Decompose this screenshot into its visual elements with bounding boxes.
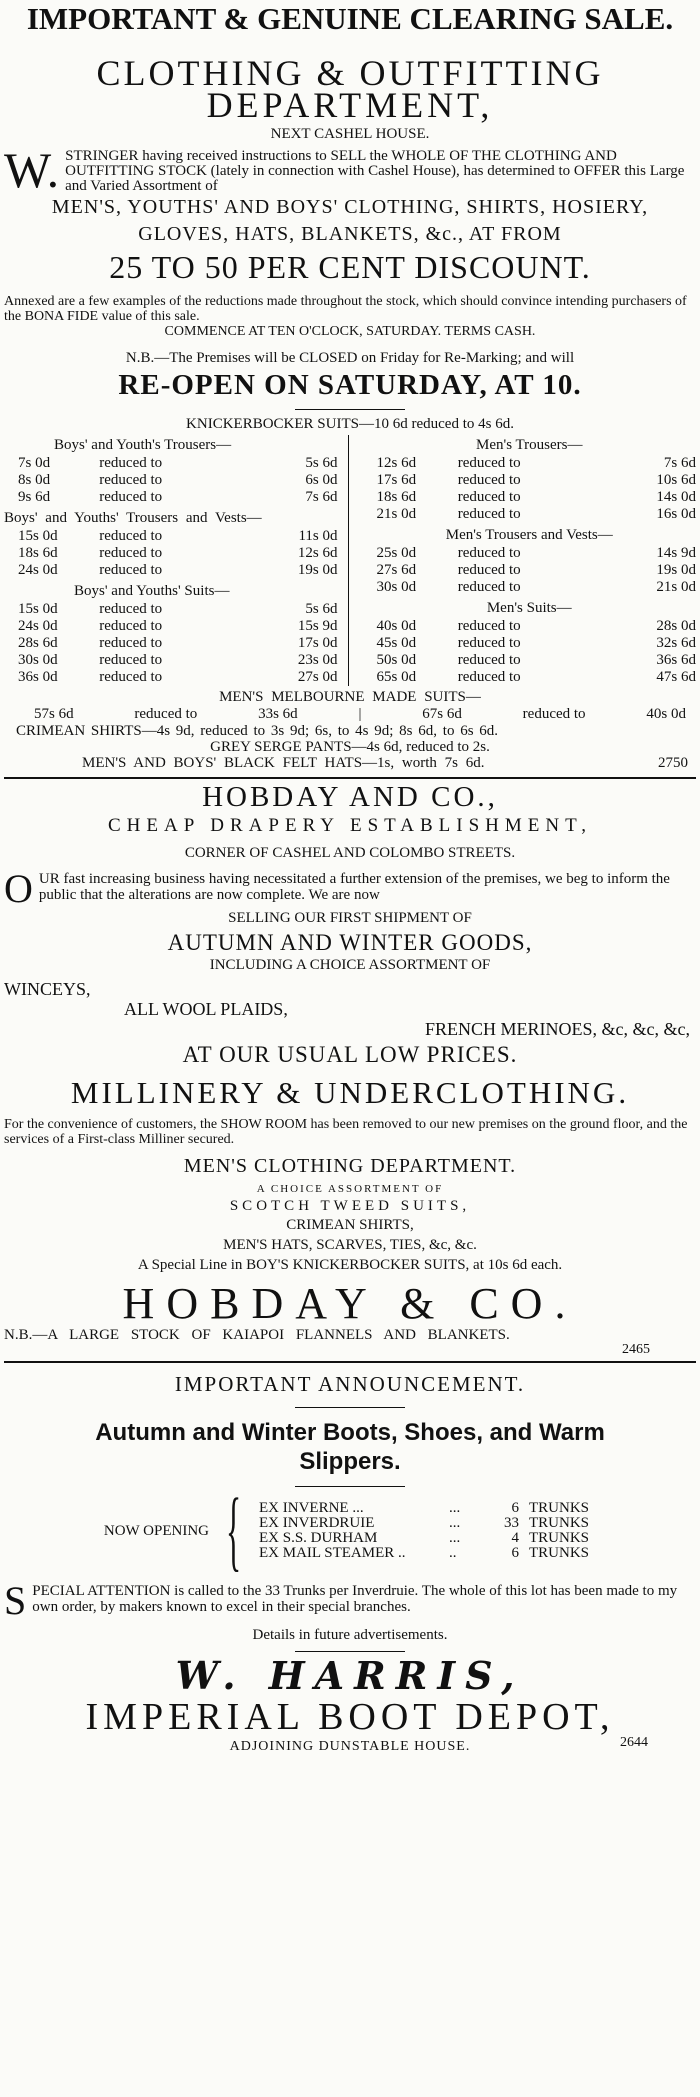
price-from: 7s 0d — [18, 455, 51, 471]
price-to: 5s 6d — [305, 455, 338, 471]
price-to: 19s 0d — [656, 562, 696, 578]
boys-vests-title: Boys' and Youths' Trousers and Vests— — [4, 510, 262, 526]
rule — [295, 409, 405, 410]
discount: 25 TO 50 PER CENT DISCOUNT. — [109, 249, 591, 285]
harris-name: W. HARRIS, — [175, 1653, 525, 1698]
winceys: WINCEYS, — [4, 979, 91, 999]
price-from: 12s 6d — [376, 455, 417, 471]
price-to: 15s 9d — [297, 618, 338, 634]
dots: ... — [449, 1515, 461, 1531]
price-to: 28s 0d — [656, 618, 696, 634]
price-from: 36s 0d — [18, 669, 58, 685]
adjoining-line: ADJOINING DUNSTABLE HOUSE. — [229, 1739, 471, 1754]
reduced-label: reduced to — [99, 669, 163, 685]
count: 4 — [511, 1530, 519, 1546]
price-from: 15s 0d — [18, 528, 58, 544]
price-from: 50s 0d — [376, 652, 417, 668]
price-from: 15s 0d — [18, 601, 58, 617]
commence: COMMENCE AT TEN O'CLOCK, SATURDAY. TERMS CASH. — [164, 324, 536, 339]
ship-list — [259, 1501, 589, 1561]
adjoining-row — [4, 1735, 696, 1756]
price-to: 6s 0d — [305, 472, 338, 488]
price-table — [4, 435, 696, 686]
reduced-label: reduced to — [457, 545, 521, 561]
price-to: 21s 0d — [656, 579, 696, 595]
rule — [295, 1407, 405, 1408]
reopen: RE-OPEN ON SATURDAY, AT 10. — [118, 369, 582, 401]
price-from: 21s 0d — [376, 506, 417, 522]
price-to: 16s 0d — [656, 506, 696, 522]
dots: .. — [449, 1545, 457, 1561]
price-to: 17s 0d — [297, 635, 338, 651]
reduced-label: reduced to — [99, 545, 163, 561]
price-to: 19s 0d — [297, 562, 338, 578]
reduced-label: reduced to — [457, 455, 521, 471]
annex-text: Annexed are a few examples of the reductions made throughout the stock, which should convince intending purchasers of the BONA FIDE value of this sale. — [4, 294, 687, 324]
unit: TRUNKS — [529, 1545, 590, 1561]
grey-serge-line: GREY SERGE PANTS—4s 6d, reduced to 2s. — [210, 739, 490, 755]
reduced-label: reduced to — [457, 618, 521, 634]
reduced-label: reduced to — [457, 562, 521, 578]
unit: TRUNKS — [529, 1500, 590, 1516]
price-to: 7s 6d — [663, 455, 696, 471]
mens-suits-list — [363, 618, 697, 686]
melbourne-row — [4, 706, 696, 723]
intro-text: STRINGER having received instructions to SELL the WHOLE OF THE CLOTHING AND OUTFITTING STOCK (lately in connection with Cashel House), has determined to OFFER this Large and Varied Assortment of — [65, 148, 685, 194]
special-text: PECIAL ATTENTION is called to the 33 Trunks per Inverdruie. The whole of this lot has been made to my own order, by makers known to excel in their special branches. — [32, 1583, 678, 1615]
reduced-label: reduced to — [99, 455, 163, 471]
mens-vests-list — [363, 545, 697, 596]
price-to: 11s 0d — [298, 528, 338, 544]
ship-name: EX MAIL STEAMER .. — [259, 1545, 406, 1561]
millinery: MILLINERY & UNDERCLOTHING. — [70, 1075, 630, 1110]
dropcap: S — [4, 1578, 27, 1623]
melbourne-title: MEN'S MELBOURNE MADE SUITS— — [219, 689, 481, 705]
reduced-label: reduced to — [99, 652, 163, 668]
dropcap: W. — [4, 142, 60, 198]
reduced-label: reduced to — [457, 472, 521, 488]
ship-row — [259, 1501, 589, 1516]
reduced-label: reduced to — [522, 706, 586, 722]
mens-trousers-title: Men's Trousers— — [476, 437, 583, 453]
price-from: 67s 6d — [422, 706, 462, 722]
price-from: 18s 6d — [376, 489, 417, 505]
reduced-label: reduced to — [457, 669, 521, 685]
price-to: 32s 6d — [656, 635, 696, 651]
reduced-label: reduced to — [99, 489, 163, 505]
reduced-label: reduced to — [99, 472, 163, 488]
dots: ... — [449, 1500, 461, 1516]
convenience-text: For the convenience of customers, the SHOW ROOM has been removed to our new premises on the ground floor, and the services of a First-class Milliner secured. — [4, 1117, 688, 1147]
details-line: Details in future advertisements. — [252, 1627, 448, 1643]
announcement-title: IMPORTANT ANNOUNCEMENT. — [174, 1372, 526, 1396]
crimean-line: CRIMEAN SHIRTS, — [286, 1217, 414, 1233]
mens-clothing: MEN'S CLOTHING DEPARTMENT. — [183, 1155, 517, 1177]
price-from: 24s 0d — [18, 562, 58, 578]
hobday-big: HOBDAY & CO. — [122, 1279, 578, 1328]
mens-vests-title: Men's Trousers and Vests— — [445, 527, 613, 543]
dots: ... — [449, 1530, 461, 1546]
boys-suits-title: Boys' and Youths' Suits— — [74, 583, 230, 599]
count: 33 — [504, 1515, 519, 1531]
reduced-label: reduced to — [457, 652, 521, 668]
price-from: 40s 0d — [376, 618, 417, 634]
reduced-label: reduced to — [99, 601, 163, 617]
boys-trousers-title: Boys' and Youth's Trousers— — [54, 437, 232, 453]
price-from: 27s 6d — [376, 562, 417, 578]
price-from: 65s 0d — [376, 669, 417, 685]
separator: | — [358, 706, 362, 722]
mens-suits-title: Men's Suits— — [486, 600, 572, 616]
price-to: 14s 9d — [656, 545, 696, 561]
reduced-label: reduced to — [457, 579, 521, 595]
goods-line: AUTUMN AND WINTER GOODS, — [167, 930, 533, 955]
clearing-sale-ad — [4, 2, 696, 771]
nb-row — [4, 1327, 696, 1343]
price-to: 5s 6d — [305, 601, 338, 617]
including-line: INCLUDING A CHOICE ASSORTMENT OF — [209, 957, 491, 973]
ship-row — [259, 1516, 589, 1531]
crimean-line: CRIMEAN SHIRTS—4s 9d, reduced to 3s 9d; 6s, to 4s 9d; 8s 6d, to 6s 6d. — [16, 723, 499, 739]
felt-hats-line: MEN'S AND BOYS' BLACK FELT HATS—1s, worth 7s 6d. — [82, 755, 485, 771]
price-to: 10s 6d — [656, 472, 696, 488]
boots-headline: Autumn and Winter Boots, Shoes, and Warm — [95, 1419, 605, 1446]
price-to: 36s 6d — [656, 652, 696, 668]
now-opening: NOW OPENING — [103, 1522, 209, 1539]
title-clothing: CLOTHING & OUTFITTING — [96, 53, 604, 93]
price-from: 25s 0d — [376, 545, 417, 561]
price-to: 12s 6d — [297, 545, 338, 561]
price-from: 18s 6d — [18, 545, 58, 561]
reduced-label: reduced to — [457, 506, 521, 522]
corner-address: CORNER OF CASHEL AND COLOMBO STREETS. — [184, 845, 516, 861]
items-line1: MEN'S, YOUTHS' AND BOYS' CLOTHING, SHIRTS, HOSIERY, — [51, 196, 649, 218]
unit: TRUNKS — [529, 1515, 590, 1531]
ship-name: EX INVERDRUIE — [259, 1515, 375, 1531]
drapery-subtitle: CHEAP DRAPERY ESTABLISHMENT, — [107, 815, 593, 836]
flannels-line: N.B.—A LARGE STOCK OF KAIAPOI FLANNELS AND BLANKETS. — [4, 1327, 510, 1343]
ad-number: 2644 — [620, 1735, 648, 1750]
location: NEXT CASHEL HOUSE. — [270, 126, 430, 142]
price-to: 27s 0d — [297, 669, 338, 685]
intro-text: UR fast increasing business having necessitated a further extension of the premises, we beg to inform the public that the alterations are now complete. We are now — [38, 871, 670, 903]
boys-column — [4, 435, 349, 686]
felt-row — [4, 755, 696, 771]
price-from: 24s 0d — [18, 618, 58, 634]
merinoes: FRENCH MERINOES, &c, &c, &c, — [425, 1019, 690, 1039]
scotch-line: SCOTCH TWEED SUITS, — [229, 1198, 471, 1214]
unit: TRUNKS — [529, 1530, 590, 1546]
selling-line: SELLING OUR FIRST SHIPMENT OF — [228, 910, 472, 926]
price-to: 14s 0d — [656, 489, 696, 505]
items-line2: GLOVES, HATS, BLANKETS, &c., AT FROM — [138, 223, 562, 245]
rule — [295, 1486, 405, 1487]
hobday-ad — [4, 779, 696, 1357]
reduced-label: reduced to — [134, 706, 198, 722]
dropcap: O — [4, 866, 33, 911]
ship-name: EX S.S. DURHAM — [259, 1530, 378, 1546]
reduced-label: reduced to — [457, 489, 521, 505]
slippers: Slippers. — [299, 1448, 401, 1475]
price-from: 28s 6d — [18, 635, 58, 651]
reduced-label: reduced to — [99, 635, 163, 651]
reduced-label: reduced to — [99, 528, 163, 544]
reduced-label: reduced to — [99, 562, 163, 578]
title-department: DEPARTMENT, — [206, 85, 494, 125]
hats-line: MEN'S HATS, SCARVES, TIES, &c, &c. — [223, 1237, 477, 1253]
count: 6 — [511, 1500, 519, 1516]
mens-column — [349, 435, 697, 686]
price-to: 23s 0d — [297, 652, 338, 668]
plaids: ALL WOOL PLAIDS, — [124, 999, 288, 1019]
price-to: 47s 6d — [656, 669, 696, 685]
boys-trousers-list — [4, 455, 338, 506]
price-to: 40s 0d — [646, 706, 686, 722]
price-from: 45s 0d — [376, 635, 417, 651]
count: 6 — [511, 1545, 519, 1561]
price-from: 30s 0d — [376, 579, 417, 595]
boys-vests-list — [4, 528, 338, 579]
ship-name: EX INVERNE ... — [259, 1500, 364, 1516]
rule — [295, 1651, 405, 1652]
price-from: 30s 0d — [18, 652, 58, 668]
price-from: 9s 6d — [18, 489, 51, 505]
brace: { — [226, 1481, 242, 1580]
special-line: A Special Line in BOY'S KNICKERBOCKER SUITS, at 10s 6d each. — [137, 1257, 563, 1273]
nb-closed: N.B.—The Premises will be CLOSED on Friday for Re-Marking; and will — [125, 350, 575, 366]
shipments — [4, 1481, 696, 1580]
ship-row — [259, 1546, 589, 1561]
boys-suits-list — [4, 601, 338, 686]
hobday-title: HOBDAY AND CO., — [202, 781, 498, 813]
ship-row — [259, 1531, 589, 1546]
choice-line: A CHOICE ASSORTMENT OF — [256, 1183, 444, 1195]
price-to: 7s 6d — [305, 489, 338, 505]
low-prices: AT OUR USUAL LOW PRICES. — [182, 1042, 518, 1067]
price-from: 8s 0d — [18, 472, 51, 488]
reduced-label: reduced to — [457, 635, 521, 651]
knicker-line: KNICKERBOCKER SUITS—10 6d reduced to 4s 6d. — [186, 416, 514, 432]
mens-trousers-list — [363, 455, 697, 523]
ad-separator — [4, 1361, 696, 1363]
price-from: 57s 6d — [34, 706, 74, 722]
depot-name: IMPERIAL BOOT DEPOT, — [85, 1696, 615, 1738]
headline: IMPORTANT & GENUINE CLEARING SALE. — [26, 1, 674, 36]
ad-number: 2465 — [622, 1342, 650, 1357]
reduced-label: reduced to — [99, 618, 163, 634]
price-to: 33s 6d — [258, 706, 298, 722]
ad-number: 2750 — [658, 755, 688, 771]
harris-ad — [4, 1369, 696, 1756]
price-from: 17s 6d — [376, 472, 417, 488]
